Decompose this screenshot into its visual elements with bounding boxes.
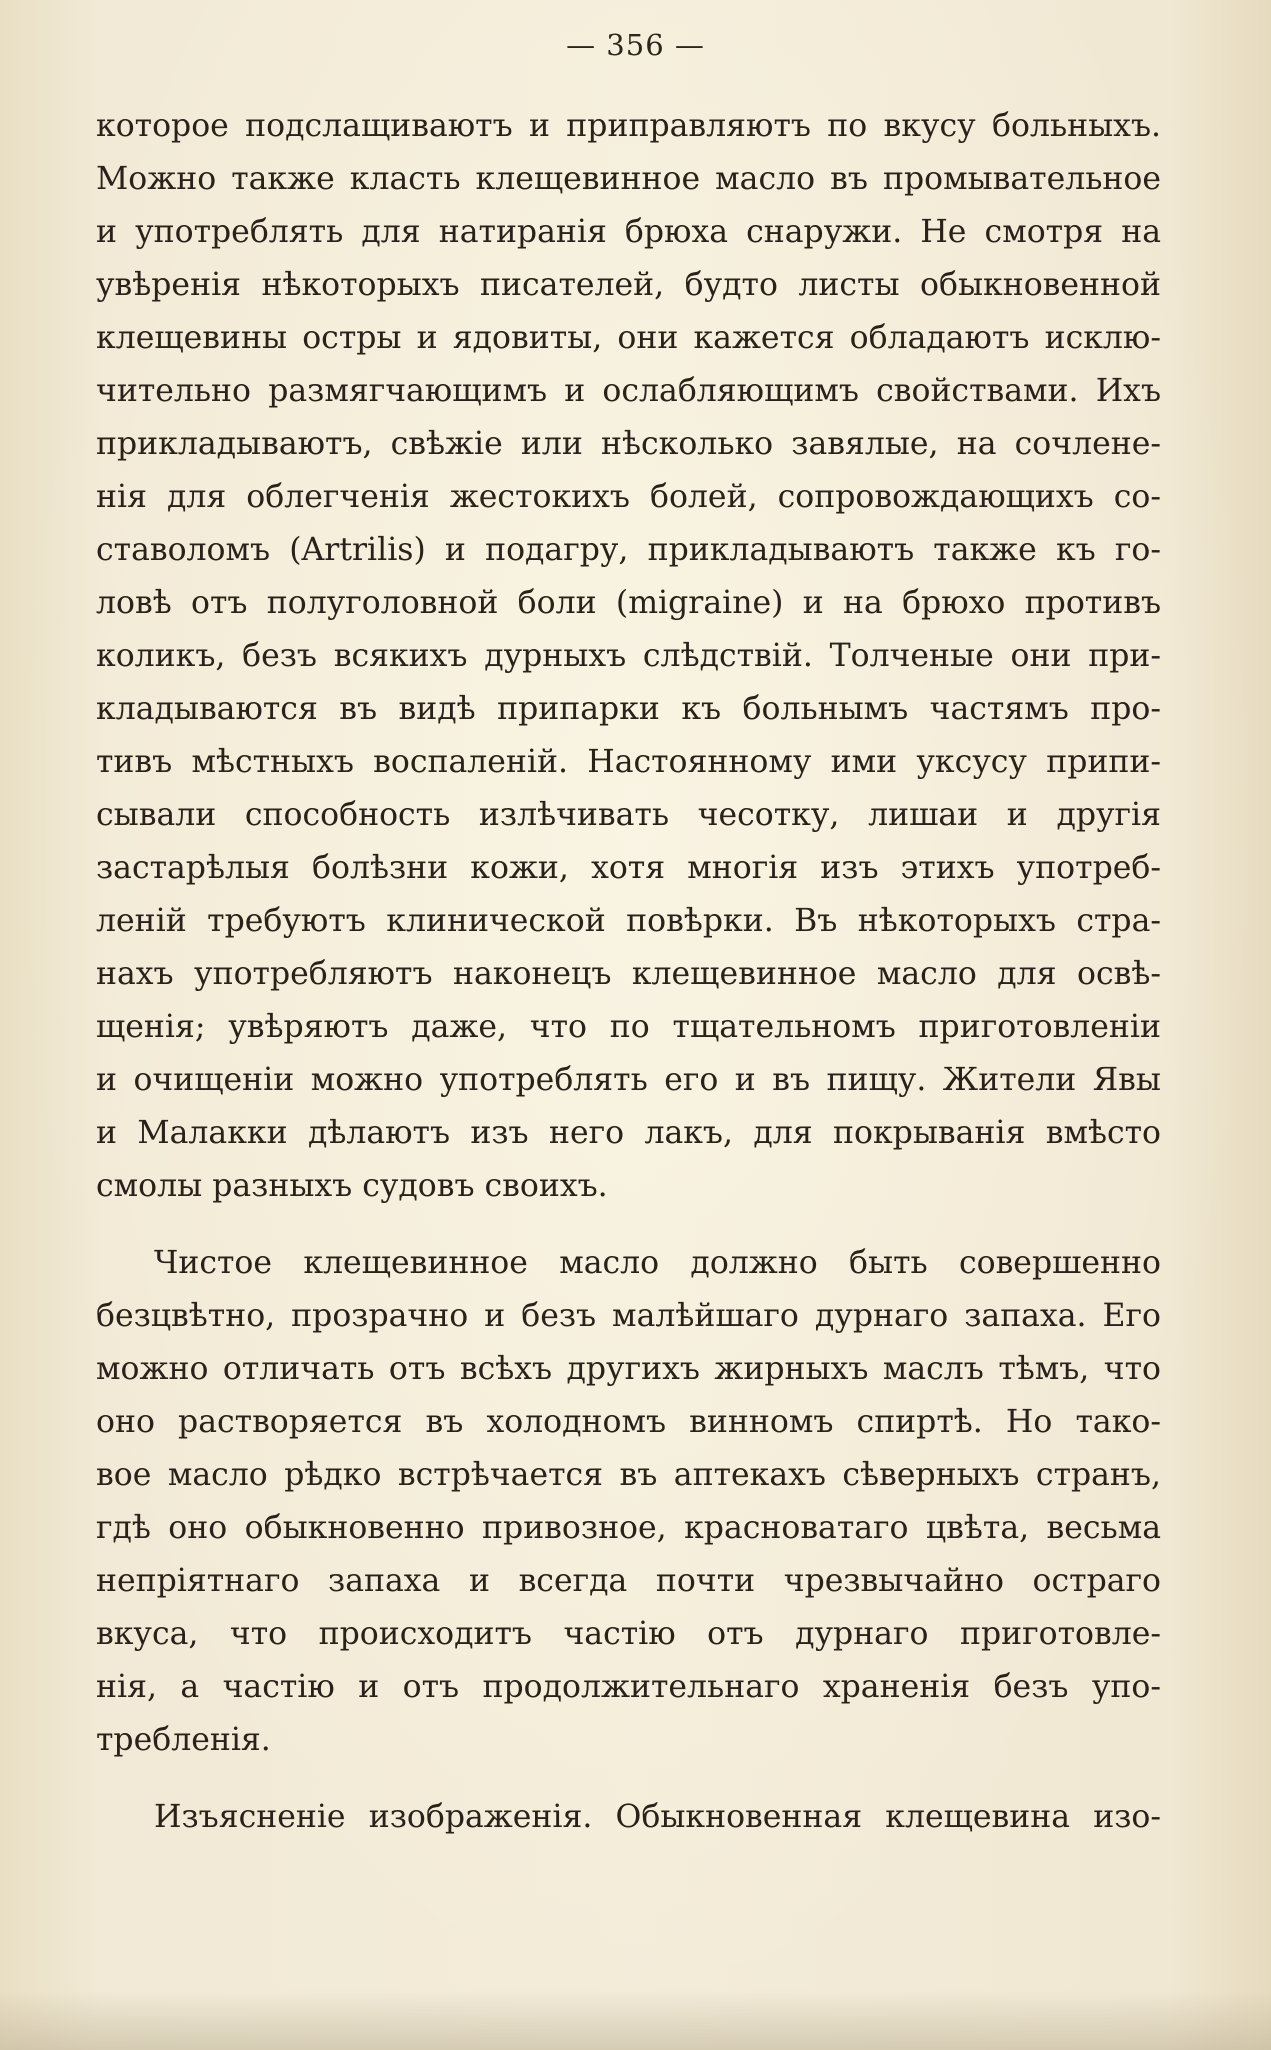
text-line: застарѣлыя болѣзни кожи, хотя многія изъ этихъ употреб- — [96, 850, 1161, 886]
text-line: увѣренія нѣкоторыхъ писателей, будто листы обыкновенной — [96, 267, 1161, 303]
text-line: коликъ, безъ всякихъ дурныхъ слѣдствій. Толченые они при- — [96, 638, 1161, 674]
page-edge-shadow — [0, 1990, 1271, 2050]
text-line: оно растворяется въ холодномъ винномъ спиртѣ. Но тако- — [96, 1404, 1161, 1440]
text-line: вкуса, что происходитъ частію отъ дурнаго приготовле- — [96, 1616, 1161, 1652]
text-line: леній требуютъ клинической повѣрки. Въ нѣкоторыхъ стра- — [96, 903, 1161, 939]
text-line: Изъясненіе изображенія. Обыкновенная клещевина изо- — [154, 1799, 1161, 1835]
text-line: непріятнаго запаха и всегда почти чрезвычайно остраго — [96, 1563, 1161, 1599]
text-line: вое масло рѣдко встрѣчается въ аптекахъ сѣверныхъ странъ, — [96, 1457, 1161, 1493]
paragraph-gap — [96, 1213, 1161, 1237]
text-line: Чистое клещевинное масло должно быть совершенно — [154, 1245, 1161, 1281]
text-line: нія для облегченія жестокихъ болей, сопровождающихъ со- — [96, 479, 1161, 515]
text-line: нія, а частію и отъ продолжительнаго храненія безъ упо- — [96, 1669, 1161, 1705]
page-text — [96, 100, 1161, 1844]
text-line: кладываются въ видѣ припарки къ больнымъ частямъ про- — [96, 691, 1161, 727]
paragraph — [96, 1237, 1161, 1767]
paragraph — [96, 100, 1161, 1213]
text-line: гдѣ оно обыкновенно привозное, красноватаго цвѣта, весьма — [96, 1510, 1161, 1546]
text-line: ловѣ отъ полуголовной боли (migraine) и на брюхо противъ — [96, 585, 1161, 621]
text-line: нахъ употребляютъ наконецъ клещевинное масло для освѣ- — [96, 956, 1161, 992]
text-line: прикладываютъ, свѣжіе или нѣсколько завялые, на сочлене- — [96, 426, 1161, 462]
text-line: можно отличать отъ всѣхъ другихъ жирныхъ маслъ тѣмъ, что — [96, 1351, 1161, 1387]
page-number: — 356 — — [566, 28, 705, 62]
paragraph-gap — [96, 1767, 1161, 1791]
text-line: чительно размягчающимъ и ослабляющимъ свойствами. Ихъ — [96, 373, 1161, 409]
text-line: Можно также класть клещевинное масло въ промывательное — [96, 161, 1161, 197]
text-line: безцвѣтно, прозрачно и безъ малѣйшаго дурнаго запаха. Его — [96, 1298, 1161, 1334]
text-line: требленія. — [96, 1722, 271, 1758]
text-line: тивъ мѣстныхъ воспаленій. Настоянному ими уксусу припи- — [96, 744, 1161, 780]
text-line: клещевины остры и ядовиты, они кажется обладаютъ исклю- — [96, 320, 1161, 356]
text-line: сывали способность излѣчивать чесотку, лишаи и другія — [96, 797, 1161, 833]
text-line: и Малакки дѣлаютъ изъ него лакъ, для покрыванія вмѣсто — [96, 1115, 1161, 1151]
text-line: и употреблять для натиранія брюха снаружи. Не смотря на — [96, 214, 1161, 250]
text-line: щенія; увѣряютъ даже, что по тщательномъ приготовленіи — [96, 1009, 1161, 1045]
text-line: и очищеніи можно употреблять его и въ пищу. Жители Явы — [96, 1062, 1161, 1098]
text-line: смолы разныхъ судовъ своихъ. — [96, 1168, 608, 1204]
paragraph — [96, 1791, 1161, 1844]
text-line: ставоломъ (Artrilis) и подагру, прикладываютъ также къ го- — [96, 532, 1161, 568]
text-line: которое подслащиваютъ и приправляютъ по вкусу больныхъ. — [96, 108, 1161, 144]
